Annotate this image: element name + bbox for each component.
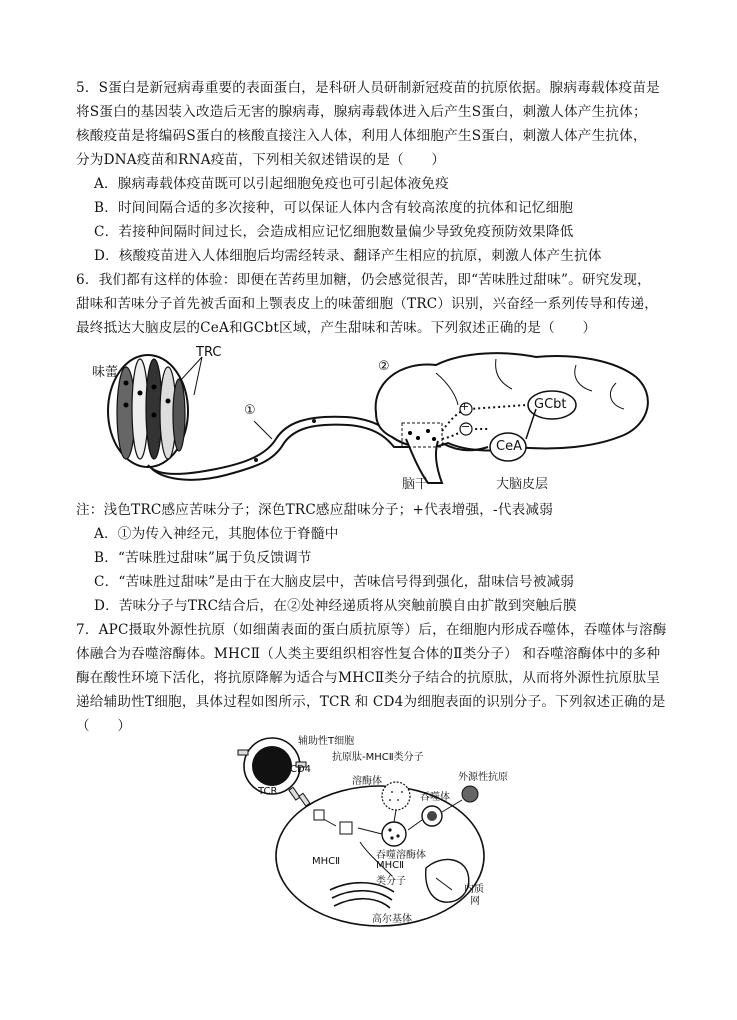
q7-stem-line-1: 7．APC摄取外源性抗原（如细菌表面的蛋白质抗原等）后，在细胞内形成吞噬体，吞噬体与溶酶 xyxy=(76,622,667,638)
tcr-label: TCR xyxy=(258,786,278,797)
q5-stem-line-2: 将S蛋白的基因装入改造后无害的腺病毒，腺病毒载体进入后产生S蛋白，刺激人体产生抗体； xyxy=(76,104,647,120)
taste-pathway-diagram xyxy=(76,343,676,495)
phagolysosome-label: 吞噬溶酶体 xyxy=(376,850,426,861)
q5-option-d: D．核酸疫苗进入人体细胞后均需经转录、翻译产生相应的抗原，刺激人体产生抗体 xyxy=(94,248,602,264)
q7-stem-line-2: 体融合为吞噬溶酶体。MHCⅡ（人类主要组织相容性复合体的Ⅱ类分子） 和吞噬溶酶体中的多种 xyxy=(76,646,661,662)
minus-label: − xyxy=(461,420,471,433)
gcbt-label: GCbt xyxy=(534,397,567,412)
q5-option-c: C．若接种间隔时间过长，会造成相应记忆细胞数量偏少导致免疫预防效果降低 xyxy=(94,224,574,240)
cortex-label: 大脑皮层 xyxy=(496,477,549,492)
q5-stem-line-4: 分为DNA疫苗和RNA疫苗，下列相关叙述错误的是（ ） xyxy=(76,152,446,168)
q6-option-c: C．“苦味胜过甜味”是由于在大脑皮层中，苦味信号得到强化，甜味信号被减弱 xyxy=(94,574,575,590)
lysosome-label: 溶酶体 xyxy=(352,776,382,787)
antigen-presentation-figure xyxy=(226,730,526,930)
phagosome-label: 吞噬体 xyxy=(420,792,450,803)
brainstem-label: 脑干 xyxy=(402,477,429,492)
q5-stem-line-1: 5．S蛋白是新冠病毒重要的表面蛋白，是科研人员研制新冠疫苗的抗原依据。腺病毒载体疫苗是 xyxy=(76,80,660,96)
q7-stem-line-5: （ ） xyxy=(76,718,132,734)
exo-antigen-label: 外源性抗原 xyxy=(458,772,508,783)
q6-stem-line-1: 6．我们都有这样的体验：即便在苦药里加糖，仍会感觉很苦，即“苦味胜过甜味”。研究发现， xyxy=(76,272,651,288)
q6-stem-line-3: 最终抵达大脑皮层的CeA和GCbt区域，产生甜味和苦味。下列叙述正确的是（ ） xyxy=(76,320,597,336)
q7-stem-line-3: 酶在酸性环境下活化，将抗原降解为适合与MHCⅡ类分子结合的抗原肽，从而将外源性抗原肽呈 xyxy=(76,670,661,686)
cd4-label: CD4 xyxy=(290,764,312,775)
peptide-mhc-label: 抗原肽-MHCⅡ类分子 xyxy=(332,752,424,763)
helper-t-label: 辅助性T细胞 xyxy=(298,736,355,747)
mhc2-label: MHCⅡ xyxy=(312,856,341,867)
q5-option-b: B．时间间隔合适的多次接种，可以保证人体内含有较高浓度的抗体和记忆细胞 xyxy=(94,200,574,216)
trc-label: TRC xyxy=(196,345,222,360)
er-label-b: 网 xyxy=(470,896,480,907)
q6-note: 注：浅色TRC感应苦味分子；深色TRC感应甜味分子；+代表增强，-代表减弱 xyxy=(76,502,554,518)
mhc2-class-label-b: 类分子 xyxy=(376,876,406,887)
taste-pathway-figure xyxy=(76,343,676,495)
q6-option-d: D．苦味分子与TRC结合后，在②处神经递质将从突触前膜自由扩散到突触后膜 xyxy=(94,598,577,614)
marker-1-label: ① xyxy=(244,403,256,418)
cea-label: CeA xyxy=(496,439,522,454)
er-label-a: 内质 xyxy=(464,884,484,895)
golgi-label: 高尔基体 xyxy=(372,914,412,925)
mhc2-class-label-a: MHCⅡ xyxy=(376,860,405,871)
q5-stem-line-3: 核酸疫苗是将编码S蛋白的核酸直接注入人体，利用人体细胞产生S蛋白，刺激人体产生抗体， xyxy=(76,128,647,144)
taste-bud-drawing xyxy=(108,355,188,467)
q6-option-a: A．①为传入神经元，其胞体位于脊髓中 xyxy=(94,526,339,542)
brain-drawing xyxy=(376,353,648,483)
q6-option-b: B．“苦味胜过甜味”属于负反馈调节 xyxy=(94,550,312,566)
plus-label: + xyxy=(460,400,470,413)
q6-stem-line-2: 甜味和苦味分子首先被舌面和上颚表皮上的味蕾细胞（TRC）识别，兴奋经一系列传导和传递， xyxy=(76,296,659,312)
q5-option-a: A．腺病毒载体疫苗既可以引起细胞免疫也可引起体液免疫 xyxy=(94,176,449,192)
q7-stem-line-4: 递给辅助性T细胞，具体过程如图所示，TCR 和 CD4为细胞表面的识别分子。下列叙述正确的是 xyxy=(76,694,666,710)
marker-2-label: ② xyxy=(378,359,390,374)
taste-bud-label: 味蕾 xyxy=(92,365,119,380)
